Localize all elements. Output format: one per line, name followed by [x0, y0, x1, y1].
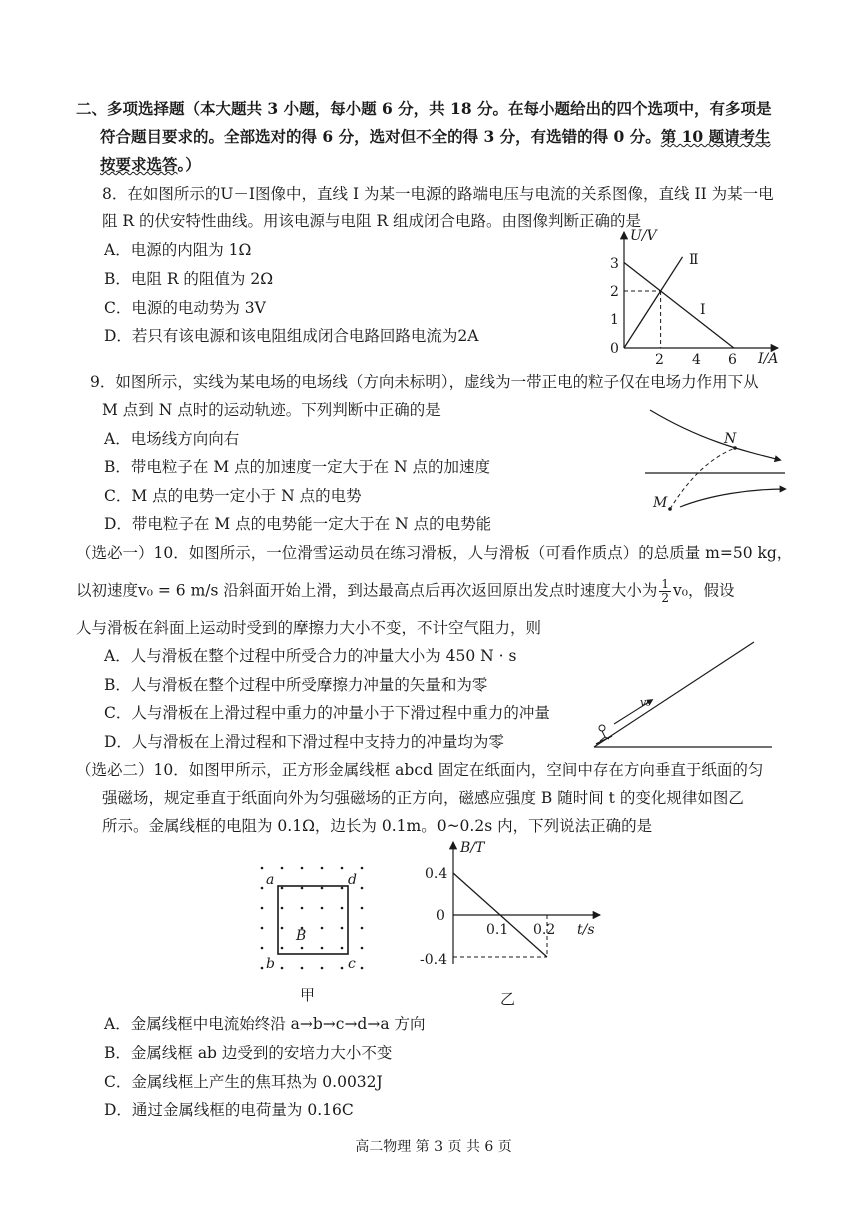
velocity-label: v₀ [640, 696, 651, 709]
field-dot [361, 887, 364, 890]
q10b-option-a: A．金属线框中电流始终沿 a→b→c→d→a 方向 [104, 1015, 426, 1033]
field-dot [361, 867, 364, 870]
x-tick-4: 4 [692, 352, 701, 368]
field-dot [321, 967, 324, 970]
y-axis-label: U/V [630, 228, 657, 244]
q9-option-a: A．电场线方向向右 [104, 430, 240, 448]
q10a-option-c: C．人与滑板在上滑过程中重力的冲量小于下滑过程中重力的冲量 [104, 704, 550, 722]
x-tick-6: 6 [728, 352, 737, 368]
q10a-option-b: B．人与滑板在整个过程中所受摩擦力冲量的矢量和为零 [104, 676, 488, 694]
section-title-line-3 [100, 154, 201, 176]
q9-option-c: C．M 点的电势一定小于 N 点的电势 [104, 487, 362, 505]
corner-a: a [266, 872, 275, 888]
field-label-b: B [296, 928, 307, 944]
section-closing: 。） [177, 155, 201, 174]
field-dot [281, 887, 284, 890]
field-dot [361, 907, 364, 910]
section-rules: 符合题目要求的。全部选对的得 6 分，选对但不全的得 3 分，有选错的得 0 分。 [100, 127, 661, 146]
field-dot [261, 887, 264, 890]
section-title-line-2 [100, 126, 771, 148]
q9-option-b: B．带电粒子在 M 点的加速度一定大于在 N 点的加速度 [104, 458, 491, 476]
field-dot [321, 907, 324, 910]
field-dot [341, 907, 344, 910]
field-dot [361, 967, 364, 970]
q10b-stem-1: （选必二）10．如图甲所示，正方形金属线框 abcd 固定在纸面内，空间中存在方向垂直于纸面的匀 [76, 761, 764, 779]
field-dot [301, 907, 304, 910]
b-axis-label: B/T [460, 840, 485, 856]
q9-option-d: D．带电粒子在 M 点的电势能一定大于在 N 点的电势能 [104, 515, 492, 533]
b-tick-top: 0.4 [425, 866, 448, 882]
field-dot [321, 867, 324, 870]
q9-stem-2: M 点到 N 点时的运动轨迹。下列判断中正确的是 [102, 401, 441, 419]
y-tick-3: 3 [610, 256, 619, 272]
y-tick-1: 1 [610, 312, 619, 328]
field-dot [341, 947, 344, 950]
field-dot [261, 907, 264, 910]
t-tick-1: 0.1 [486, 922, 509, 938]
caption-jia: 甲 [300, 986, 316, 1004]
line-I-label: I [700, 302, 706, 318]
field-dot [321, 887, 324, 890]
incline-line [594, 642, 754, 747]
field-dot [281, 967, 284, 970]
q10a-option-d: D．人与滑板在上滑过程和下滑过程中支持力的冲量均为零 [104, 733, 504, 751]
section-note-q10: 第 10 题请考生 [660, 127, 771, 146]
field-dot [361, 927, 364, 930]
q10a-stem-2-tail: v₀，假设 [673, 581, 735, 600]
caption-yi: 乙 [500, 990, 516, 1008]
y-tick-2: 2 [610, 284, 619, 300]
fraction-one-half [659, 578, 671, 605]
label-m: M [653, 495, 668, 511]
field-dot [281, 947, 284, 950]
q10a-option-a: A．人与滑板在整个过程中所受合力的冲量大小为 450 N · s [104, 647, 517, 665]
t-tick-2: 0.2 [533, 922, 556, 938]
q10b-option-c: C．金属线框上产生的焦耳热为 0.0032J [104, 1073, 383, 1091]
q9-field-diagram [640, 405, 790, 515]
q8-stem-2: 阻 R 的伏安特性曲线。用该电源与电阻 R 组成闭合电路。由图像判断正确的是 [102, 212, 642, 230]
figure-yi-b-t-graph [420, 838, 620, 1008]
q8-stem-1: 8．在如图所示的U－I图像中，直线 I 为某一电源的路端电压与电流的关系图像，直线 II 为某一电 [102, 185, 774, 203]
x-axis-label: I/A [758, 351, 779, 367]
line-II [624, 257, 683, 348]
corner-c: c [348, 956, 356, 972]
field-dot [341, 867, 344, 870]
section-title-line-1: 二、多项选择题（本大题共 3 小题，每小题 6 分，共 18 分。在每小题给出的四个选项中，有多项是 [76, 99, 772, 118]
field-dot [301, 967, 304, 970]
q8-option-d: D．若只有该电源和该电阻组成闭合电路回路电流为2A [104, 327, 479, 345]
page-footer: 高二物理 第 3 页 共 6 页 [355, 1139, 512, 1155]
field-dot [341, 967, 344, 970]
field-dot [261, 967, 264, 970]
field-dot [281, 927, 284, 930]
field-dot [261, 927, 264, 930]
q10b-stem-2: 强磁场，规定垂直于纸面向外为匀强磁场的正方向，磁感应强度 B 随时间 t 的变化规律如图乙 [102, 789, 744, 807]
field-dot [341, 887, 344, 890]
wire-frame [278, 886, 348, 954]
field-dot [261, 947, 264, 950]
line-I [624, 263, 734, 349]
figure-jia [256, 860, 376, 1010]
q8-option-c: C．电源的电动势为 3V [104, 299, 266, 317]
field-line-bottom [680, 489, 785, 507]
q10a-stem-2 [76, 578, 735, 605]
fraction-numerator: 1 [661, 577, 670, 591]
x-tick-2: 2 [655, 352, 664, 368]
fraction-denominator: 2 [661, 591, 670, 605]
field-dot [281, 867, 284, 870]
corner-d: d [348, 872, 357, 888]
line-II-label: Ⅱ [689, 252, 699, 268]
q10b-option-d: D．通过金属线框的电荷量为 0.16C [104, 1101, 354, 1119]
field-line-top [650, 410, 780, 460]
q8-option-a: A．电源的内阻为 1Ω [104, 241, 252, 259]
q10b-stem-3: 所示。金属线框的电阻为 0.1Ω，边长为 0.1m。0~0.2s 内，下列说法正确的是 [102, 817, 653, 835]
q8-ui-graph [600, 228, 800, 368]
field-dot [301, 947, 304, 950]
t-axis-label: t/s [577, 922, 595, 938]
label-n: N [724, 431, 737, 447]
q10a-stem-3: 人与滑板在斜面上运动时受到的摩擦力大小不变，不计空气阻力，则 [76, 619, 542, 637]
section-note-answer: 按要求选答 [100, 155, 178, 174]
field-dot [301, 887, 304, 890]
q9-stem-1: 9．如图所示，实线为某电场的电场线（方向未标明），虚线为一带正电的粒子仅在电场力作用下从 [90, 373, 759, 391]
b-tick-bottom: -0.4 [420, 952, 447, 968]
q10b-option-b: B．金属线框 ab 边受到的安培力大小不变 [104, 1044, 393, 1062]
field-dot [341, 927, 344, 930]
b-tick-zero: 0 [436, 908, 445, 924]
q10a-stem-1: （选必一）10．如图所示，一位滑雪运动员在练习滑板，人与滑板（可看作质点）的总质量 m=50 kg， [76, 544, 793, 562]
q10a-stem-2-text: 以初速度v₀ = 6 m/s 沿斜面开始上滑，到达最高点后再次返回原出发点时速度大小为 [76, 581, 658, 600]
point-m [668, 507, 672, 511]
corner-b: b [266, 956, 275, 972]
field-dot [321, 927, 324, 930]
origin-label: 0 [610, 341, 619, 357]
slope-diagram [594, 640, 784, 750]
field-dot [281, 907, 284, 910]
q8-option-b: B．电阻 R 的阻值为 2Ω [104, 270, 274, 288]
field-dot [301, 867, 304, 870]
field-dot [361, 947, 364, 950]
field-dot [321, 947, 324, 950]
field-dot [261, 867, 264, 870]
